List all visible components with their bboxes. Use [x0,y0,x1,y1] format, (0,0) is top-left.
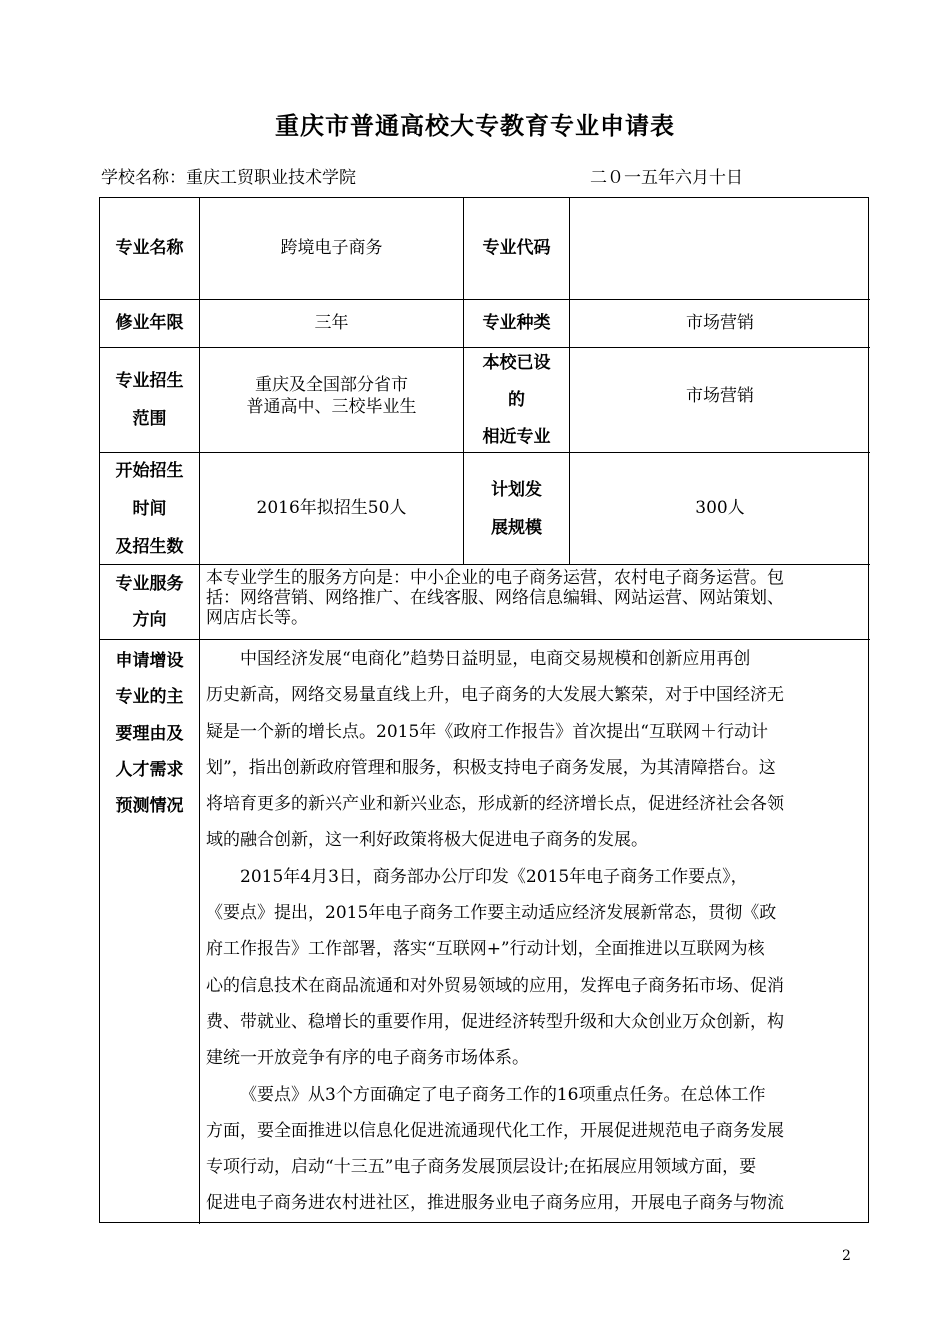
enrollment-scope-value: 重庆及全国部分省市 普通高中、三校毕业生 [246,375,417,417]
start-time-label: 开始招生 时间 及招生数 [115,460,184,557]
major-code-label: 专业代码 [482,238,551,259]
major-name-label: 专业名称 [115,238,184,259]
service-direction-label: 专业服务 方向 [115,574,184,630]
start-time-value: 2016年拟招生50人 [256,498,407,519]
related-major-label: 本校已设 的 相近专业 [482,352,551,447]
planned-scale-label: 计划发 展规模 [491,479,542,538]
major-category-value: 市场营销 [686,313,754,334]
application-table [99,197,869,1223]
enrollment-scope-label: 专业招生 范围 [115,371,184,429]
related-major-value: 市场营销 [686,385,754,406]
major-category-label: 专业种类 [482,313,551,334]
service-direction-text: 本专业学生的服务方向是：中小企业的电子商务运营，农村电子商务运营。包 括：网络营销、网络推广、在线客服、网络信息编辑、网站运营、网站策划、 网店店长等。 [206,568,784,628]
major-code-value [570,198,870,299]
reason-text: 中国经济发展“电商化”趋势日益明显，电商交易规模和创新应用再创 历史新高，网络交易量直线上升，电子商务的大发展大繁荣，对于中国经济无 疑是一个新的增长点。2015年《政府工作报告》首次提出“互联网＋行动计 划”，指出创新政府管理和服务，积极支持电子商务发展，为其清障搭台。这 将培育更多的新兴产业和新兴业态，形成新的经济增长点，促进经济社会各领 域的融合创新，这一利好政策将极大促进电子商务的发展。 2015年4月3日，商务部办公厅印发《2015年电子商务工作要点》， 《要点》提出，2015年电子商务工作要主动适应经济发展新常态，贯彻《政 府工作报告》工作部署，落实“互联网+”行动计划，全面推进以互联网为核 心的信息技术在商品流通和对外贸易领域的应用，发挥电子商务拓市场、促消 费、带就业、稳增长的重要作用，促进经济转型升级和大众创业万众创新，构 建统一开放竞争有序的电子商务市场体系。 《要点》从3个方面确定了电子商务工作的16项重点任务。在总体工作 方面，要全面推进以信息化促进流通现代化工作，开展促进规范电子商务发展 专项行动，启动“十三五”电子商务发展顶层设计;在拓展应用领域方面，要 促进电子商务进农村进社区，推进服务业电子商务应用，开展电子商务与物流 [206,649,784,1214]
page-number: 2 [842,1248,851,1264]
study-years-label: 修业年限 [115,313,184,334]
form-title: 重庆市普通高校大专教育专业申请表 [275,112,675,140]
school-name: 学校名称：重庆工贸职业技术学院 [101,168,356,188]
form-date: 二０一五年六月十日 [590,168,743,188]
planned-scale-value: 300人 [695,498,745,519]
study-years-value: 三年 [314,313,349,334]
major-name-value: 跨境电子商务 [280,238,383,259]
reason-label: 申请增设 专业的主 要理由及 人才需求 预测情况 [115,651,184,817]
